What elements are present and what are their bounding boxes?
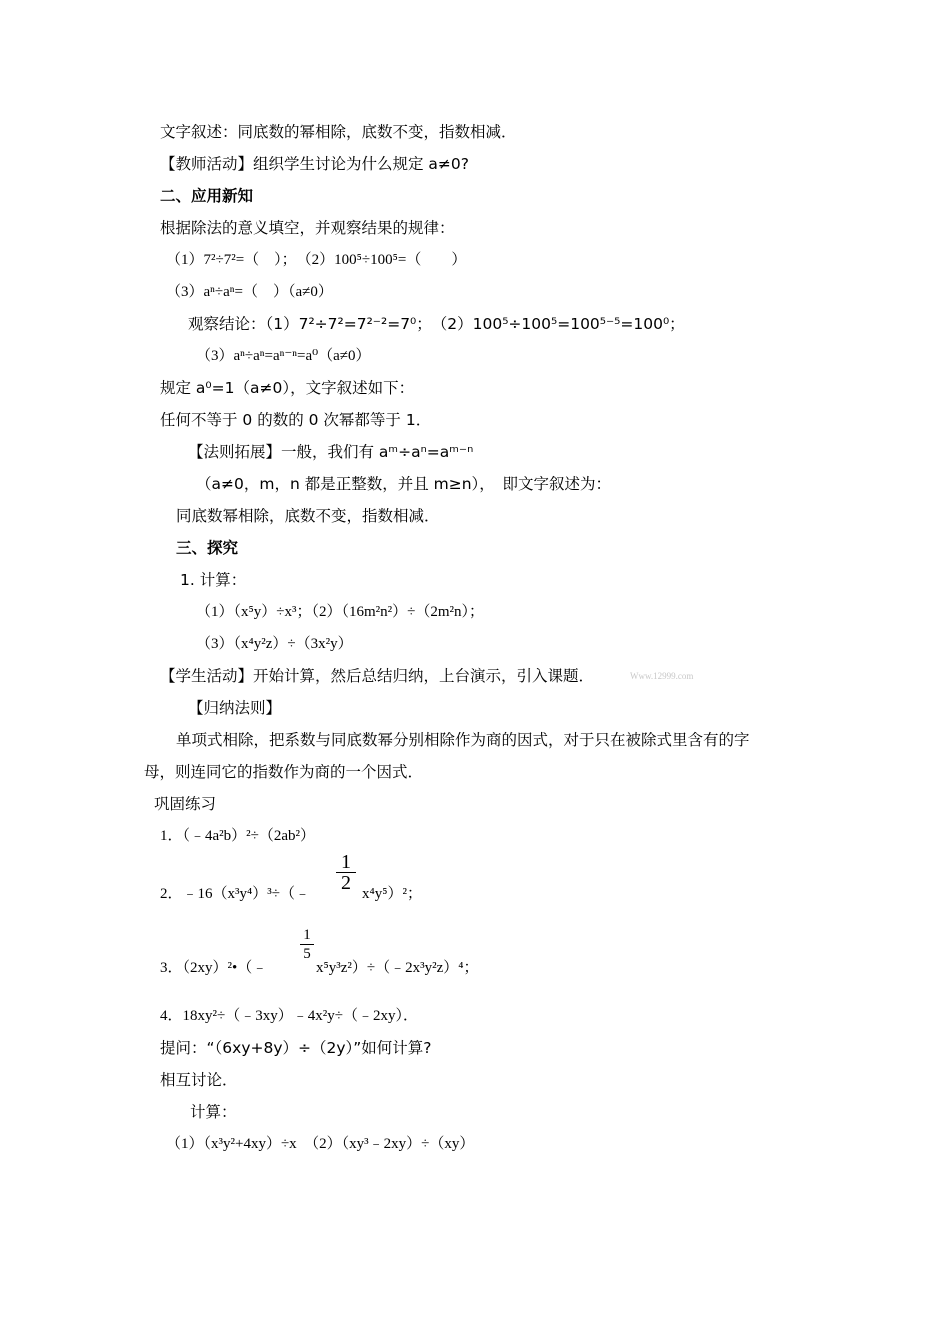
- fraction-denominator: 5: [303, 946, 311, 962]
- section-heading: 二、应用新知: [160, 187, 254, 205]
- text-line: 提问：“（6xy+8y）÷（2y）”如何计算?: [160, 1039, 432, 1057]
- text-line: 【学生活动】开始计算，然后总结归纳，上台演示，引入课题．: [160, 667, 595, 685]
- fraction-one-fifth: [300, 926, 314, 963]
- text-line: 单项式相除，把系数与同底数幂分别相除作为商的因式，对于只在被除式里含有的字: [176, 731, 750, 749]
- text-line: 规定 a⁰=1（a≠0），文字叙述如下：: [160, 379, 415, 397]
- fraction-numerator: 1: [303, 927, 311, 943]
- text-line: 任何不等于 0 的数的 0 次幂都等于 1．: [160, 411, 432, 429]
- math-line: （3）aⁿ÷aⁿ=aⁿ⁻ⁿ=a⁰（a≠0）: [196, 348, 371, 364]
- text-line: 同底数幂相除，底数不变，指数相减．: [176, 507, 440, 525]
- exercise-line: 2．﹣16（x³y⁴）³÷（﹣: [160, 886, 310, 902]
- fraction-one-half: [336, 852, 356, 893]
- exercise-line: x⁴y⁵）²；: [362, 886, 422, 902]
- text-line: 【法则拓展】一般，我们有 aᵐ÷aⁿ=aᵐ⁻ⁿ: [188, 443, 474, 461]
- watermark: Www.12999.com: [630, 671, 694, 681]
- fraction-numerator: 1: [341, 851, 351, 873]
- fraction-denominator: 2: [341, 872, 351, 894]
- text-line: （a≠0，m，n 都是正整数，并且 m≥n）， 即文字叙述为：: [196, 475, 612, 493]
- text-line: 1. 计算：: [180, 571, 247, 589]
- text-line: 相互讨论．: [160, 1071, 238, 1089]
- exercise-line: x⁵y³z²）÷（﹣2x³y²z）⁴；: [316, 960, 479, 976]
- exercise-line: 3．（2xy）²•（﹣: [160, 960, 268, 976]
- text-line: 母，则连同它的指数作为商的一个因式．: [144, 763, 424, 781]
- exercise-line: 1．（﹣4a²b）²÷（2ab²）: [160, 828, 316, 844]
- section-heading: 三、探究: [176, 539, 239, 557]
- text-line: 【教师活动】组织学生讨论为什么规定 a≠0?: [160, 155, 470, 173]
- math-line: 观察结论：（1）7²÷7²=7²⁻²=7⁰； （2）100⁵÷100⁵=100⁵⁻⁵=100⁰；: [188, 315, 685, 333]
- text-line: 巩固练习: [154, 795, 217, 813]
- exercise-line: 4．18xy²÷（﹣3xy）﹣4x²y÷（﹣2xy）．: [160, 1008, 418, 1024]
- math-line: （1）（x³y²+4xy）÷x （2）（xy³﹣2xy）÷（xy）: [166, 1136, 475, 1152]
- text-line: 文字叙述：同底数的幂相除，底数不变，指数相减．: [160, 123, 517, 141]
- math-line: （1）7²÷7²=（ ）； （2）100⁵÷100⁵=（ ）: [166, 252, 467, 268]
- math-line: （3）（x⁴y²z）÷（3x²y）: [196, 636, 353, 652]
- text-line: 根据除法的意义填空，并观察结果的规律：: [160, 219, 455, 237]
- math-line: （1）（x⁵y）÷x³；（2）（16m²n²）÷（2m²n）；: [196, 604, 485, 620]
- text-line: 【归纳法则】: [188, 699, 282, 717]
- text-line: 计算：: [190, 1103, 237, 1121]
- math-line: （3）aⁿ÷aⁿ=（ ）（a≠0）: [166, 284, 333, 300]
